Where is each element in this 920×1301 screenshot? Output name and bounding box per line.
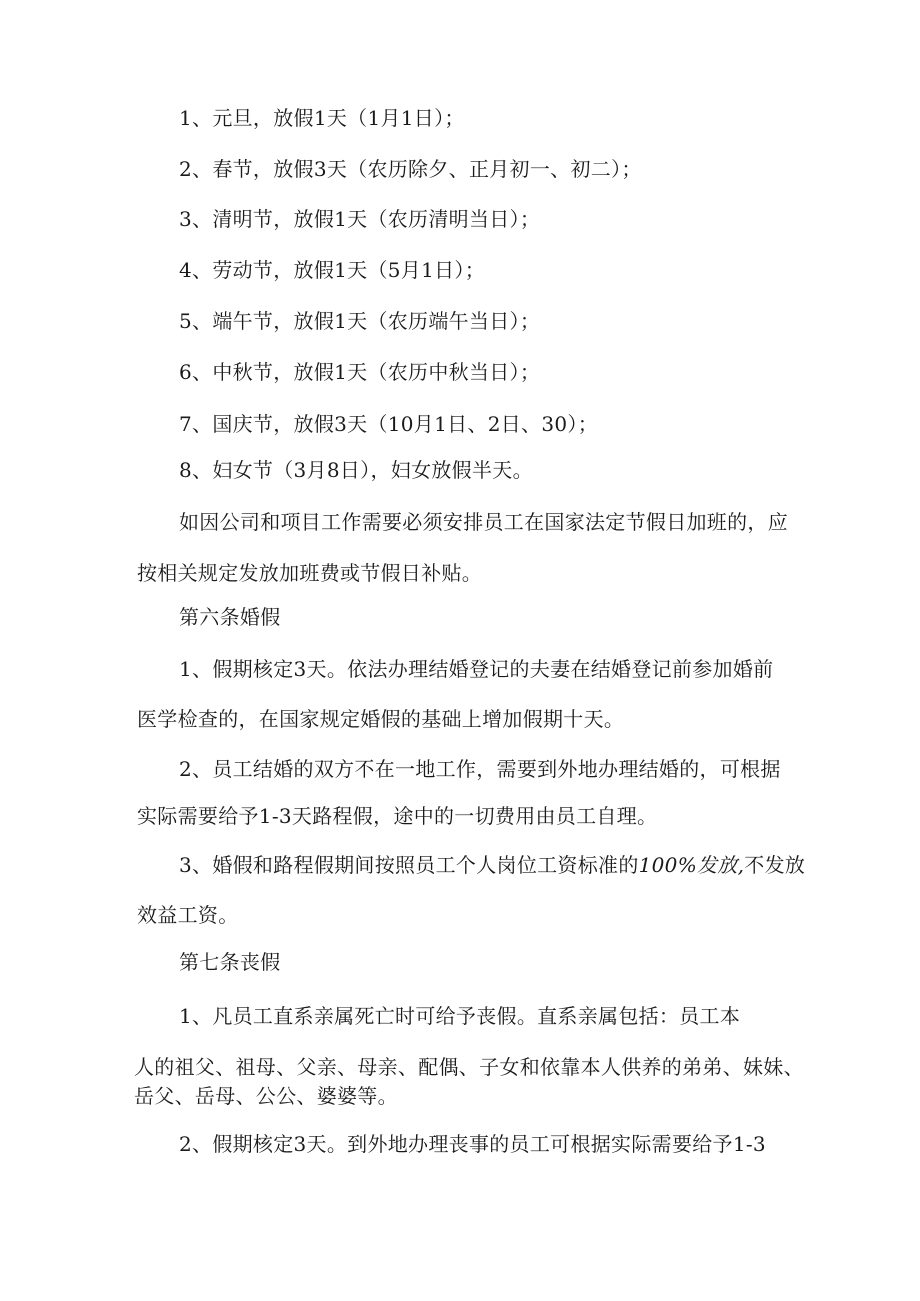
marriage-item-3-text-c: 不发放	[744, 853, 806, 877]
marriage-item-3-text-italic: 100%发放,	[638, 853, 745, 877]
marriage-item-2-line-2: 实际需要给予1-3天路程假，途中的一切费用由员工自理。	[137, 804, 658, 828]
holiday-item-5: 5、端午节，放假1天（农历端午当日）；	[179, 309, 541, 333]
marriage-item-3-line-2: 效益工资。	[137, 903, 239, 927]
funeral-item-1-line-2: 人的祖父、祖母、父亲、母亲、配偶、子女和依靠本人供养的弟弟、妹妹、	[134, 1055, 804, 1079]
overtime-paragraph-line-2: 按相关规定发放加班费或节假日补贴。	[137, 561, 483, 585]
funeral-item-2-line-1: 2、假期核定3天。到外地办理丧事的员工可根据实际需要给予1-3	[179, 1132, 766, 1156]
marriage-item-1-line-2: 医学检查的，在国家规定婚假的基础上增加假期十天。	[137, 707, 625, 731]
section-heading-marriage-leave: 第六条婚假	[179, 605, 281, 629]
overtime-paragraph-line-1: 如因公司和项目工作需要必须安排员工在国家法定节假日加班的，应	[179, 510, 788, 534]
holiday-item-7: 7、国庆节，放假3天（10月1日、2日、30）；	[179, 412, 598, 436]
holiday-item-4: 4、劳动节，放假1天（5月1日）；	[179, 258, 485, 282]
holiday-item-2: 2、春节，放假3天（农历除夕、正月初一、初二）；	[179, 157, 642, 181]
holiday-item-1: 1、元旦，放假1天（1月1日）；	[179, 106, 465, 130]
section-heading-funeral-leave: 第七条丧假	[179, 950, 281, 974]
funeral-item-1-line-1: 1、凡员工直系亲属死亡时可给予丧假。直系亲属包括：员工本	[179, 1004, 741, 1028]
funeral-item-1-line-3: 岳父、岳母、公公、婆婆等。	[134, 1084, 398, 1108]
holiday-item-3: 3、清明节，放假1天（农历清明当日）；	[179, 207, 541, 231]
marriage-item-2-line-1: 2、员工结婚的双方不在一地工作，需要到外地办理结婚的，可根据	[179, 757, 781, 781]
holiday-item-8: 8、妇女节（3月8日），妇女放假半天。	[179, 458, 533, 482]
marriage-item-3-text-a: 3、婚假和路程假期间按照员工个人岗位工资标准的	[179, 853, 639, 877]
holiday-item-6: 6、中秋节，放假1天（农历中秋当日）；	[179, 360, 541, 384]
marriage-item-3-line-1	[179, 851, 805, 879]
marriage-item-1-line-1: 1、假期核定3天。依法办理结婚登记的夫妻在结婚登记前参加婚前	[179, 657, 774, 681]
